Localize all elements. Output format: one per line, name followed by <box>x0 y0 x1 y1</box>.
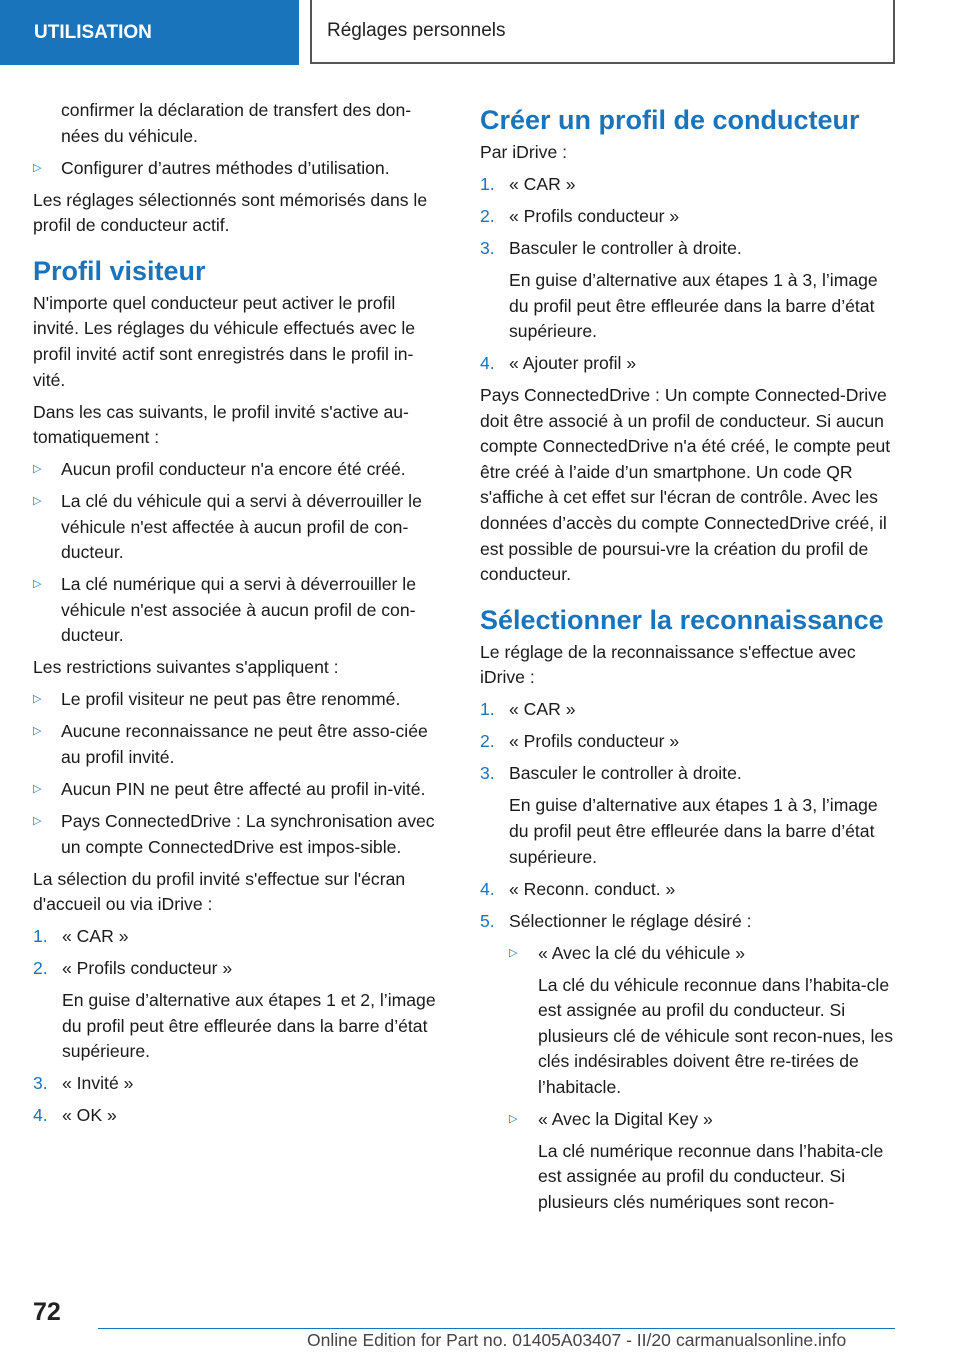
step-number: 3. <box>480 237 495 258</box>
list-item: ▷ Configurer d’autres méthodes d’utilisation. <box>33 156 445 182</box>
footer-edition: Online Edition for Part no. 01405A03407 - II/20 <box>307 1330 671 1350</box>
step-number: 1. <box>480 699 495 720</box>
sub-list-item: ▷ « Avec la Digital Key » La clé numérique reconnue dans l’habita-cle est assignée au profil du conducteur. Si plusieurs clés numériques sont recon- <box>480 1107 898 1216</box>
step-number: 4. <box>480 353 495 374</box>
triangle-bullet-icon: ▷ <box>33 693 42 706</box>
list-item: ▷ Aucun PIN ne peut être affecté au profil in-vité. <box>33 777 445 803</box>
step-item: 1. « CAR » <box>480 172 898 198</box>
step-number: 4. <box>33 1105 48 1126</box>
paragraph: Le réglage de la reconnaissance s'effectue avec iDrive : <box>480 641 856 688</box>
step-number: 2. <box>480 205 495 226</box>
paragraph: Par iDrive : <box>480 142 568 162</box>
step-number: 3. <box>33 1073 48 1094</box>
step-item: 3. Basculer le controller à droite. En guise d’alternative aux étapes 1 à 3, l’image du profil peut être effleurée dans la barre d’état supérieure. <box>480 761 898 870</box>
option-description: La clé du véhicule reconnue dans l’habita-cle est assignée au profil du conducteur. Si plusieurs clé de véhicule sont recon-nues, les clés indésirables doivent être re-tirées de l’habitacle. <box>538 974 894 1097</box>
right-column <box>480 98 898 1222</box>
page-number: 72 <box>33 1298 61 1326</box>
step-item: 3. « Invité » <box>33 1071 445 1097</box>
step-item: 3. Basculer le controller à droite. En guise d’alternative aux étapes 1 à 3, l’image du profil peut être effleurée dans la barre d’état supérieure. <box>480 236 898 345</box>
step-item: 4. « Ajouter profil » <box>480 351 898 377</box>
step-number: 1. <box>480 173 495 194</box>
section-heading-recognition: Sélectionner la reconnaissance <box>480 604 884 635</box>
step-note: En guise d’alternative aux étapes 1 à 3, l’image du profil peut être effleurée dans la barre d’état supérieure. <box>509 269 878 342</box>
paragraph: Dans les cas suivants, le profil invité s'active au-tomatiquement : <box>33 401 409 448</box>
triangle-bullet-icon: ▷ <box>33 578 42 591</box>
left-column <box>33 98 445 1135</box>
step-item: 2. « Profils conducteur » En guise d’alternative aux étapes 1 et 2, l’image du profil peut être effleurée dans la barre d’état supérieure. <box>33 956 445 1065</box>
list-item: ▷ Aucun profil conducteur n'a encore été créé. <box>33 457 445 483</box>
triangle-bullet-icon: ▷ <box>33 725 42 738</box>
step-item: 1. « CAR » <box>480 697 898 723</box>
step-number: 1. <box>33 926 48 947</box>
option-description: La clé numérique reconnue dans l’habita-cle est assignée au profil du conducteur. Si plusieurs clés numériques sont recon- <box>538 1140 884 1213</box>
triangle-bullet-icon: ▷ <box>33 495 42 508</box>
step-item: 1. « CAR » <box>33 924 445 950</box>
step-number: 4. <box>480 878 495 899</box>
list-item: ▷ Le profil visiteur ne peut pas être renommé. <box>33 687 445 713</box>
triangle-bullet-icon: ▷ <box>33 782 42 795</box>
triangle-bullet-icon: ▷ <box>509 1112 518 1125</box>
section-heading-visitor: Profil visiteur <box>33 255 206 286</box>
step-note: En guise d’alternative aux étapes 1 et 2, l’image du profil peut être effleurée dans la barre d’état supérieure. <box>62 990 436 1062</box>
list-item: ▷ La clé numérique qui a servi à déverrouiller le véhicule n'est associée à aucun profil de con-ducteur. <box>33 574 416 646</box>
paragraph: La sélection du profil invité s'effectue sur l'écran d'accueil ou via iDrive : <box>33 868 406 915</box>
section-tab: UTILISATION <box>0 0 299 65</box>
triangle-bullet-icon: ▷ <box>33 814 42 827</box>
list-item: ▷ La clé du véhicule qui a servi à déverrouiller le véhicule n'est affectée à aucun profil de con-ducteur. <box>33 491 422 563</box>
step-item: 2. « Profils conducteur » <box>480 729 898 755</box>
list-item: ▷ Pays ConnectedDrive : La synchronisation avec un compte ConnectedDrive est impos-sible. <box>33 810 435 857</box>
watermark: carmanualsonline.info <box>676 1330 960 1360</box>
triangle-bullet-icon: ▷ <box>33 161 42 174</box>
step-number: 2. <box>33 958 48 979</box>
step-note: En guise d’alternative aux étapes 1 à 3, l’image du profil peut être effleurée dans la barre d’état supérieure. <box>509 795 878 867</box>
step-item: 4. « Reconn. conduct. » <box>480 877 898 903</box>
step-number: 3. <box>480 763 495 784</box>
page-header-title: Réglages personnels <box>310 0 895 64</box>
step-item: 2. « Profils conducteur » <box>480 204 898 230</box>
section-heading-create-profile: Créer un profil de conducteur <box>480 105 860 135</box>
paragraph: Les restrictions suivantes s'appliquent : <box>33 657 339 678</box>
triangle-bullet-icon: ▷ <box>33 463 42 476</box>
step-item: 5. Sélectionner le réglage désiré : <box>480 909 898 935</box>
footer-divider <box>98 1328 895 1329</box>
paragraph: Les réglages sélectionnés sont mémorisés dans le profil de conducteur actif. <box>33 189 428 236</box>
list-item-continued: confirmer la déclaration de transfert des don-nées du véhicule. <box>61 100 412 146</box>
paragraph: Pays ConnectedDrive : Un compte Connected-Drive doit être associé à un profil de conducteur. Si aucun compte ConnectedDrive n'a été créé, le compte peut être créé à l’aide d’un smartphone. Un code QR s'affiche à cet effet sur l'écran de contrôle. Avec les données d’accès du compte ConnectedDrive créé, il est possible de poursui-vre la création du profil de conducteur. <box>480 385 891 585</box>
step-item: 4. « OK » <box>33 1103 445 1129</box>
triangle-bullet-icon: ▷ <box>509 946 518 959</box>
step-number: 2. <box>480 731 495 752</box>
list-item: ▷ Aucune reconnaissance ne peut être asso-ciée au profil invité. <box>33 721 428 767</box>
sub-list-item: ▷ « Avec la clé du véhicule » La clé du véhicule reconnue dans l’habita-cle est assignée au profil du conducteur. Si plusieurs clé de véhicule sont recon-nues, les clés indésirables doivent être re-tirées de l’habitacle. <box>480 941 898 1101</box>
paragraph: N'importe quel conducteur peut activer le profil invité. Les réglages du véhicule effectués avec le profil invité actif sont enregistrés dans le profil in-vité. <box>33 292 416 390</box>
step-number: 5. <box>480 910 495 931</box>
